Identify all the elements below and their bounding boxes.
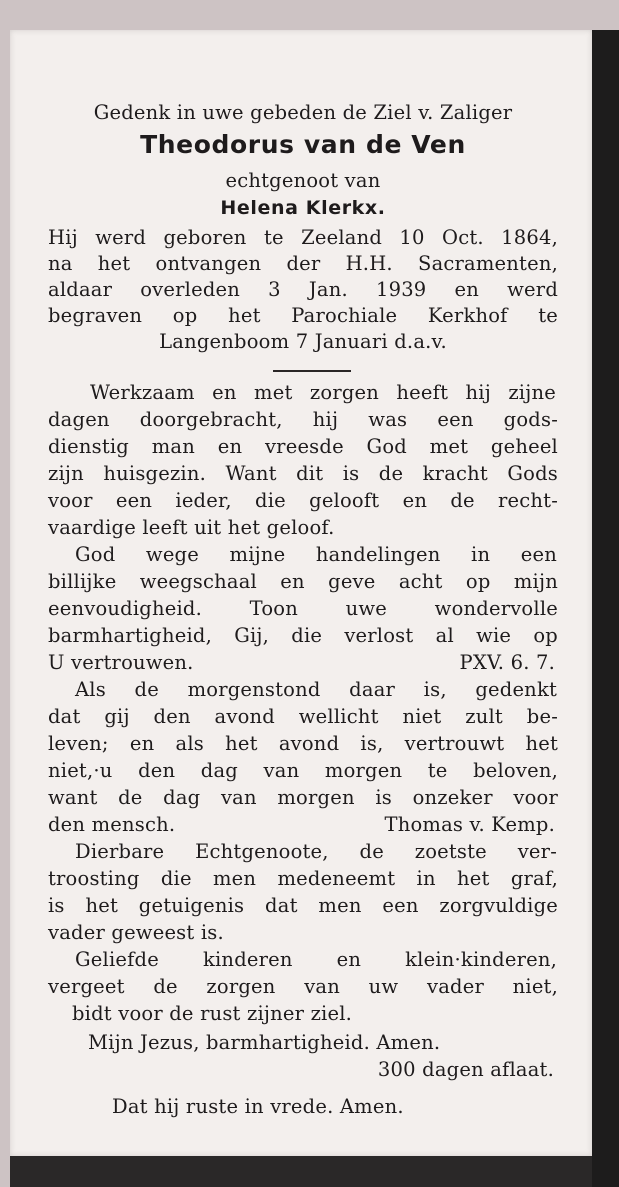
text-line: Dierbare Echtgenoote, de zoetste ver-	[75, 840, 557, 863]
text-line: vaardige leeft uit het geloof.	[48, 516, 335, 539]
bio-line: na het ontvangen der H.H. Sacramenten,	[48, 252, 558, 275]
divider-rule	[273, 370, 351, 372]
text-line: bidt voor de rust zijner ziel.	[72, 1002, 353, 1025]
text-line: zijn huisgezin. Want dit is de kracht Gods	[48, 462, 558, 485]
bio-line: begraven op het Parochiale Kerkhof te	[48, 304, 558, 327]
text-line: dat gij den avond wellicht niet zult be-	[48, 705, 558, 728]
spouse-label: echtgenoot van	[225, 169, 381, 192]
closing-prayer: Mijn Jezus, barmhartigheid. Amen.	[88, 1031, 441, 1054]
text-line: Als de morgenstond daar is, gedenkt	[75, 678, 557, 701]
deceased-name: Theodorus van de Ven	[140, 130, 466, 159]
text-line: Geliefde kinderen en klein·kinderen,	[75, 948, 557, 971]
bio-line: Langenboom 7 Januari d.a.v.	[159, 330, 447, 353]
text-line: voor een ieder, die gelooft en de recht-	[48, 489, 558, 512]
text-line: eenvoudigheid. Toon uwe wondervolle	[48, 597, 558, 620]
text-line: vader geweest is.	[48, 921, 224, 944]
scan-background-top	[0, 0, 619, 30]
text-line: God wege mijne handelingen in een	[75, 543, 557, 566]
text-line: billijke weegschaal en geve acht op mijn	[48, 570, 558, 593]
closing-rest: Dat hij ruste in vrede. Amen.	[112, 1095, 404, 1118]
text-line: leven; en als het avond is, vertrouwt het	[48, 732, 558, 755]
text-line: Werkzaam en met zorgen heeft hij zijne	[90, 381, 556, 404]
intro-line: Gedenk in uwe gebeden de Ziel v. Zaliger	[93, 101, 513, 124]
text-line: den mensch.	[48, 813, 176, 836]
text-line: dienstig man en vreesde God met geheel	[48, 435, 558, 458]
text-line: vergeet de zorgen van uw vader niet,	[48, 975, 558, 998]
spouse-name: Helena Klerkx.	[220, 197, 386, 219]
indulgence-line: 300 dagen aflaat.	[377, 1058, 554, 1081]
text-line: is het getuigenis dat men een zorgvuldige	[48, 894, 558, 917]
text-line: niet,·u den dag van morgen te beloven,	[48, 759, 558, 782]
text-line: troosting die men medeneemt in het graf,	[48, 867, 558, 890]
text-line: want de dag van morgen is onzeker voor	[48, 786, 558, 809]
text-line: barmhartigheid, Gij, die verlost al wie op	[48, 624, 558, 647]
text-line: dagen doorgebracht, hij was een gods-	[48, 408, 558, 431]
bio-line: Hij werd geboren te Zeeland 10 Oct. 1864,	[48, 226, 558, 249]
scripture-reference: PXV. 6. 7.	[459, 651, 555, 674]
scan-background-left	[0, 0, 10, 1187]
quote-attribution: Thomas v. Kemp.	[384, 813, 555, 836]
bio-line: aldaar overleden 3 Jan. 1939 en werd	[48, 278, 558, 301]
card-shadow-edge	[10, 1156, 592, 1187]
text-line: U vertrouwen.	[48, 651, 194, 674]
